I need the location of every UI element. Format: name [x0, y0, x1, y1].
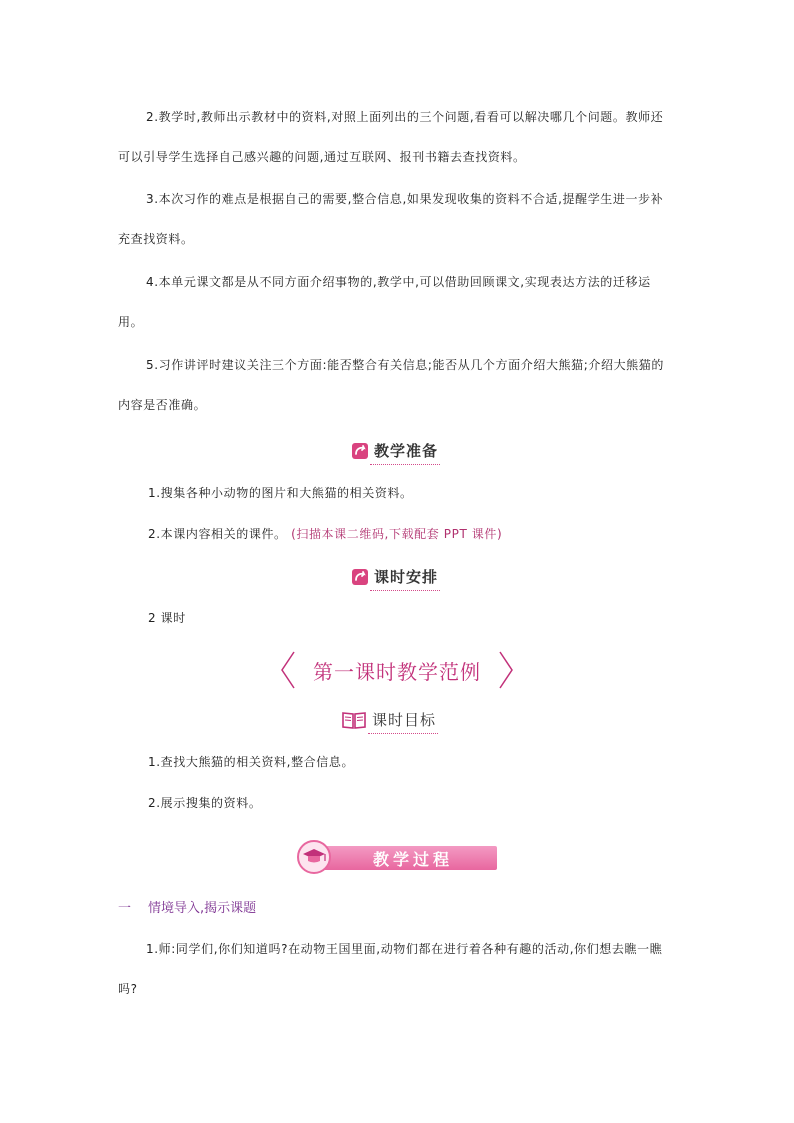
part-heading: [118, 897, 256, 916]
schedule-heading-text: 课时安排: [374, 568, 439, 586]
prep-item-1: 1.搜集各种小动物的图片和大熊猫的相关资料。: [148, 486, 413, 500]
lesson-title: [278, 650, 516, 690]
paragraph-2-text: 2.教学时,教师出示教材中的资料,对照上面列出的三个问题,看看可以解决哪几个问题。教师还可以引导学生选择自己感兴趣的问题,通过互联网、报刊书籍去查找资料。: [118, 110, 664, 164]
paragraph-3: [118, 179, 674, 259]
goals-heading: [342, 709, 436, 730]
prep-item-2: [148, 525, 502, 542]
prep-heading: [352, 440, 438, 461]
process-banner: [297, 843, 497, 871]
part-number: 一: [118, 901, 132, 916]
prep-heading-text: 教学准备: [374, 442, 439, 460]
step-1: [118, 929, 674, 1009]
paragraph-5: [118, 345, 674, 425]
goal-1: 1.查找大熊猫的相关资料,整合信息。: [148, 755, 355, 769]
paragraph-5-text: 5.习作讲评时建议关注三个方面:能否整合有关信息;能否从几个方面介绍大熊猫;介绍大熊猫的内容是否准确。: [118, 358, 664, 412]
schedule-text: 2 课时: [148, 611, 186, 625]
step-1-text: 1.师:同学们,你们知道吗?在动物王国里面,动物们都在进行着各种有趣的活动,你们想去瞧一瞧吗?: [118, 942, 663, 996]
open-book-icon: [342, 711, 366, 729]
part-title: 情境导入,揭示课题: [148, 901, 257, 916]
paragraph-3-text: 3.本次习作的难点是根据自己的需要,整合信息,如果发现收集的资料不合适,提醒学生进一步补充查找资料。: [118, 192, 664, 246]
schedule-heading: [352, 566, 438, 587]
paragraph-4: [118, 262, 674, 342]
graduation-cap-icon: [297, 840, 331, 874]
goals-heading-text: 课时目标: [372, 711, 437, 729]
paragraph-4-text: 4.本单元课文都是从不同方面介绍事物的,教学中,可以借助回顾课文,实现表达方法的迁移运用。: [118, 275, 651, 329]
prep-item-2-note: (扫描本课二维码,下载配套 PPT 课件): [291, 527, 503, 541]
lesson-title-text: 第一课时教学范例: [313, 660, 481, 684]
bookmark-arrow-icon: [352, 569, 368, 585]
paragraph-2: [118, 97, 674, 177]
goal-2: 2.展示搜集的资料。: [148, 796, 262, 810]
prep-item-2-text: 2.本课内容相关的课件。: [148, 527, 287, 541]
bookmark-arrow-icon: [352, 443, 368, 459]
process-banner-text: 教学过程: [372, 850, 453, 869]
